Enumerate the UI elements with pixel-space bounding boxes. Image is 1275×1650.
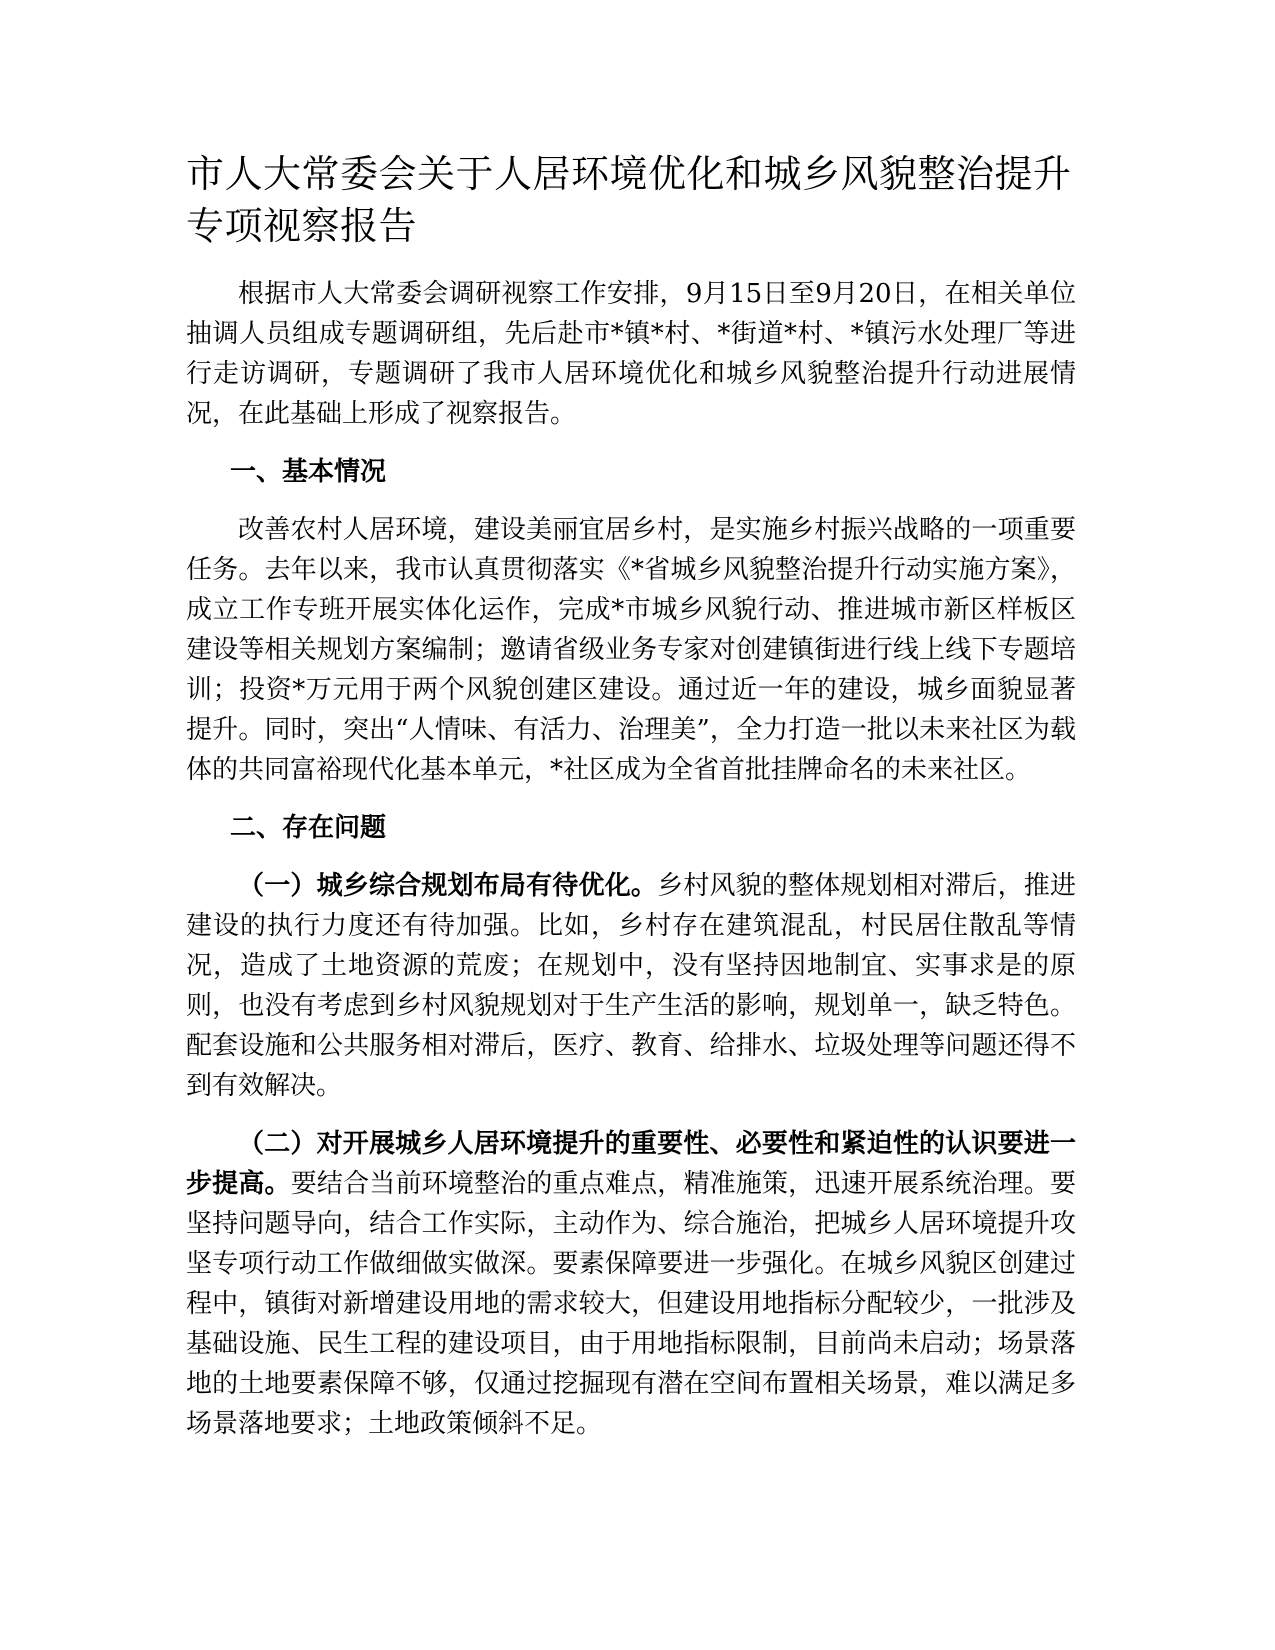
document-page xyxy=(186,148,1076,1462)
problem-item-2-lead: （二）对开展城乡人居环境提升的重要性、必要性和紧迫性的认识要进一步提高。 xyxy=(186,1129,1076,1199)
problem-item-2-body: 要结合当前环境整治的重点难点，精准施策，迅速开展系统治理。要坚持问题导向，结合工作实际，主动作为、综合施治，把城乡人居环境提升攻坚专项行动工作做细做实做深。要素保障要进一步强化。在城乡风貌区创建过程中，镇街对新增建设用地的需求较大，但建设用地指标分配较少，一批涉及基础设施、民生工程的建设项目，由于用地指标限制，目前尚未启动；场景落地的土地要素保障不够，仅通过挖掘现有潜在空间布置相关场景，难以满足多场景落地要求；土地政策倾斜不足。 xyxy=(186,1169,1076,1439)
document-title: 市人大常委会关于人居环境优化和城乡风貌整治提升专项视察报告 xyxy=(186,152,1072,248)
section-basic-body: 改善农村人居环境，建设美丽宜居乡村，是实施乡村振兴战略的一项重要任务。去年以来，我市认真贯彻落实《*省城乡风貌整治提升行动实施方案》，成立工作专班开展实体化运作，完成*市城乡风貌行动、推进城市新区样板区建设等相关规划方案编制；邀请省级业务专家对创建镇街进行线上线下专题培训；投资*万元用于两个风貌创建区建设。通过近一年的建设，城乡面貌显著提升。同时，突出“人情味、有活力、治理美”，全力打造一批以未来社区为载体的共同富裕现代化基本单元，*社区成为全省首批挂牌命名的未来社区。 xyxy=(186,515,1076,785)
section-heading-problems: 二、存在问题 xyxy=(230,813,387,843)
problem-item-1-lead: （一）城乡综合规划布局有待优化。 xyxy=(238,871,658,901)
intro-paragraph: 根据市人大常委会调研视察工作安排，9月15日至9月20日，在相关单位抽调人员组成专题调研组，先后赴市*镇*村、*街道*村、*镇污水处理厂等进行走访调研，专题调研了我市人居环境优化和城乡风貌整治提升行动进展情况，在此基础上形成了视察报告。 xyxy=(186,279,1076,429)
section-heading-basic: 一、基本情况 xyxy=(230,457,387,487)
problem-item-1 xyxy=(186,866,1076,1106)
problem-item-2 xyxy=(186,1124,1076,1444)
problem-item-1-body: 乡村风貌的整体规划相对滞后，推进建设的执行力度还有待加强。比如，乡村存在建筑混乱，村民居住散乱等情况，造成了土地资源的荒废；在规划中，没有坚持因地制宜、实事求是的原则，也没有考虑到乡村风貌规划对于生产生活的影响，规划单一，缺乏特色。配套设施和公共服务相对滞后，医疗、教育、给排水、垃圾处理等问题还得不到有效解决。 xyxy=(186,871,1076,1101)
